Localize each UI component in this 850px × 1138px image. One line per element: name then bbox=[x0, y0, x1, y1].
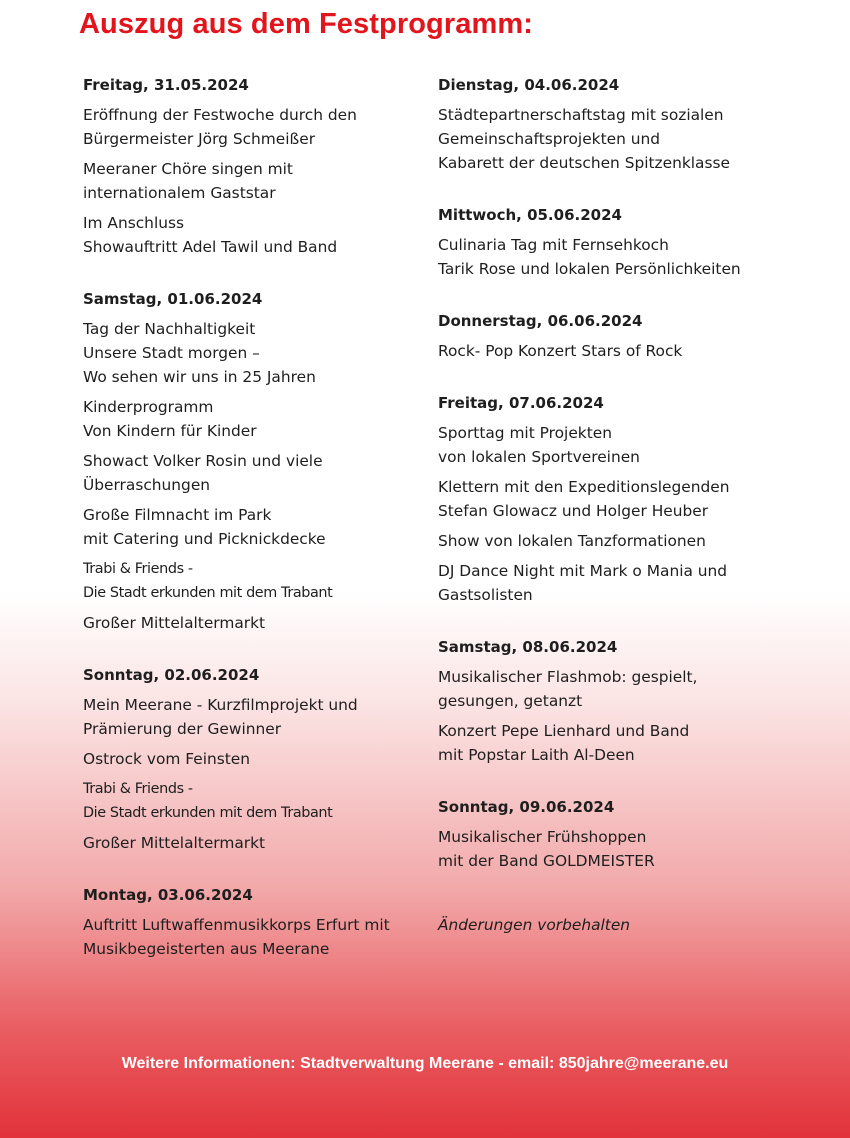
event-line: Städtepartnerschaftstag mit sozialen bbox=[438, 106, 724, 124]
program-event bbox=[83, 913, 473, 961]
event-line: Gemeinschaftsprojekten und bbox=[438, 130, 661, 148]
event-line: Wo sehen wir uns in 25 Jahren bbox=[83, 368, 316, 386]
day-heading: Montag, 03.06.2024 bbox=[83, 886, 253, 904]
event-line: Gastsolisten bbox=[438, 586, 533, 604]
event-line: mit Catering und Picknickdecke bbox=[83, 530, 326, 548]
program-day bbox=[438, 73, 828, 175]
program-event bbox=[83, 777, 473, 825]
program-event bbox=[83, 693, 473, 741]
event-line: Großer Mittelaltermarkt bbox=[83, 614, 266, 632]
day-heading: Sonntag, 02.06.2024 bbox=[83, 666, 260, 684]
program-event bbox=[438, 233, 828, 281]
page-title: Auszug aus dem Festprogramm: bbox=[79, 8, 533, 40]
day-heading: Mittwoch, 05.06.2024 bbox=[438, 206, 622, 224]
program-day bbox=[83, 73, 473, 259]
program-event bbox=[83, 449, 473, 497]
event-line: Kinderprogramm bbox=[83, 398, 214, 416]
program-event bbox=[438, 529, 828, 553]
program-event bbox=[83, 103, 473, 151]
program-event bbox=[438, 665, 828, 713]
program-day bbox=[83, 287, 473, 635]
program-event bbox=[83, 557, 473, 605]
event-line: gesungen, getanzt bbox=[438, 692, 583, 710]
event-line: Tarik Rose und lokalen Persönlichkeiten bbox=[438, 260, 741, 278]
program-column-right bbox=[438, 73, 828, 937]
event-line: Showauftritt Adel Tawil und Band bbox=[83, 238, 338, 256]
program-event bbox=[438, 719, 828, 767]
event-line: Kabarett der deutschen Spitzenklasse bbox=[438, 154, 730, 172]
program-event bbox=[83, 747, 473, 771]
program-event bbox=[438, 339, 828, 363]
program-day bbox=[438, 635, 828, 767]
program-event bbox=[438, 421, 828, 469]
event-line: Großer Mittelaltermarkt bbox=[83, 834, 266, 852]
event-line: Musikbegeisterten aus Meerane bbox=[83, 940, 330, 958]
program-day bbox=[83, 663, 473, 855]
event-line: Ostrock vom Feinsten bbox=[83, 750, 251, 768]
event-line: Prämierung der Gewinner bbox=[83, 720, 282, 738]
event-line: Klettern mit den Expeditionslegenden bbox=[438, 478, 730, 496]
event-line: Von Kindern für Kinder bbox=[83, 422, 257, 440]
day-heading: Freitag, 31.05.2024 bbox=[83, 76, 249, 94]
event-line: Trabi & Friends - bbox=[83, 561, 193, 577]
event-line: Meeraner Chöre singen mit bbox=[83, 160, 293, 178]
program-event bbox=[83, 211, 473, 259]
event-line: Rock- Pop Konzert Stars of Rock bbox=[438, 342, 683, 360]
event-line: Show von lokalen Tanzformationen bbox=[438, 532, 706, 550]
event-line: Unsere Stadt morgen – bbox=[83, 344, 260, 362]
program-event bbox=[438, 559, 828, 607]
program-day bbox=[438, 795, 828, 873]
event-line: Eröffnung der Festwoche durch den bbox=[83, 106, 357, 124]
event-line: Die Stadt erkunden mit dem Trabant bbox=[83, 585, 333, 601]
event-line: Auftritt Luftwaffenmusikkorps Erfurt mit bbox=[83, 916, 390, 934]
event-line: Überraschungen bbox=[83, 476, 211, 494]
event-line: Tag der Nachhaltigkeit bbox=[83, 320, 256, 338]
event-line: Culinaria Tag mit Fernsehkoch bbox=[438, 236, 669, 254]
program-event bbox=[83, 395, 473, 443]
event-line: Trabi & Friends - bbox=[83, 781, 193, 797]
event-line: mit Popstar Laith Al-Deen bbox=[438, 746, 635, 764]
program-event bbox=[83, 831, 473, 855]
event-line: Sporttag mit Projekten bbox=[438, 424, 612, 442]
program-event bbox=[83, 503, 473, 551]
event-line: internationalem Gaststar bbox=[83, 184, 276, 202]
program-event bbox=[438, 103, 828, 175]
day-heading: Sonntag, 09.06.2024 bbox=[438, 798, 615, 816]
program-day bbox=[438, 309, 828, 363]
changes-note: Änderungen vorbehalten bbox=[438, 916, 631, 934]
event-line: Die Stadt erkunden mit dem Trabant bbox=[83, 805, 333, 821]
program-event bbox=[83, 317, 473, 389]
event-line: mit der Band GOLDMEISTER bbox=[438, 852, 655, 870]
day-heading: Freitag, 07.06.2024 bbox=[438, 394, 604, 412]
event-line: Große Filmnacht im Park bbox=[83, 506, 272, 524]
event-line: Musikalischer Frühshoppen bbox=[438, 828, 647, 846]
program-event bbox=[83, 157, 473, 205]
event-line: Musikalischer Flashmob: gespielt, bbox=[438, 668, 698, 686]
event-line: Im Anschluss bbox=[83, 214, 185, 232]
event-line: von lokalen Sportvereinen bbox=[438, 448, 640, 466]
program-day bbox=[438, 391, 828, 607]
program-event bbox=[83, 611, 473, 635]
contact-footer: Weitere Informationen: Stadtverwaltung Meerane - email: 850jahre@meerane.eu bbox=[121, 1055, 729, 1072]
event-line: DJ Dance Night mit Mark o Mania und bbox=[438, 562, 728, 580]
event-line: Showact Volker Rosin und viele bbox=[83, 452, 323, 470]
program-day bbox=[83, 883, 473, 961]
day-heading: Dienstag, 04.06.2024 bbox=[438, 76, 620, 94]
day-heading: Samstag, 08.06.2024 bbox=[438, 638, 618, 656]
event-line: Konzert Pepe Lienhard und Band bbox=[438, 722, 690, 740]
program-day bbox=[438, 203, 828, 281]
program-event bbox=[438, 825, 828, 873]
program-column-left bbox=[83, 73, 473, 989]
event-line: Mein Meerane - Kurzfilmprojekt und bbox=[83, 696, 358, 714]
event-line: Bürgermeister Jörg Schmeißer bbox=[83, 130, 316, 148]
event-line: Stefan Glowacz und Holger Heuber bbox=[438, 502, 709, 520]
day-heading: Donnerstag, 06.06.2024 bbox=[438, 312, 643, 330]
day-heading: Samstag, 01.06.2024 bbox=[83, 290, 263, 308]
program-event bbox=[438, 475, 828, 523]
